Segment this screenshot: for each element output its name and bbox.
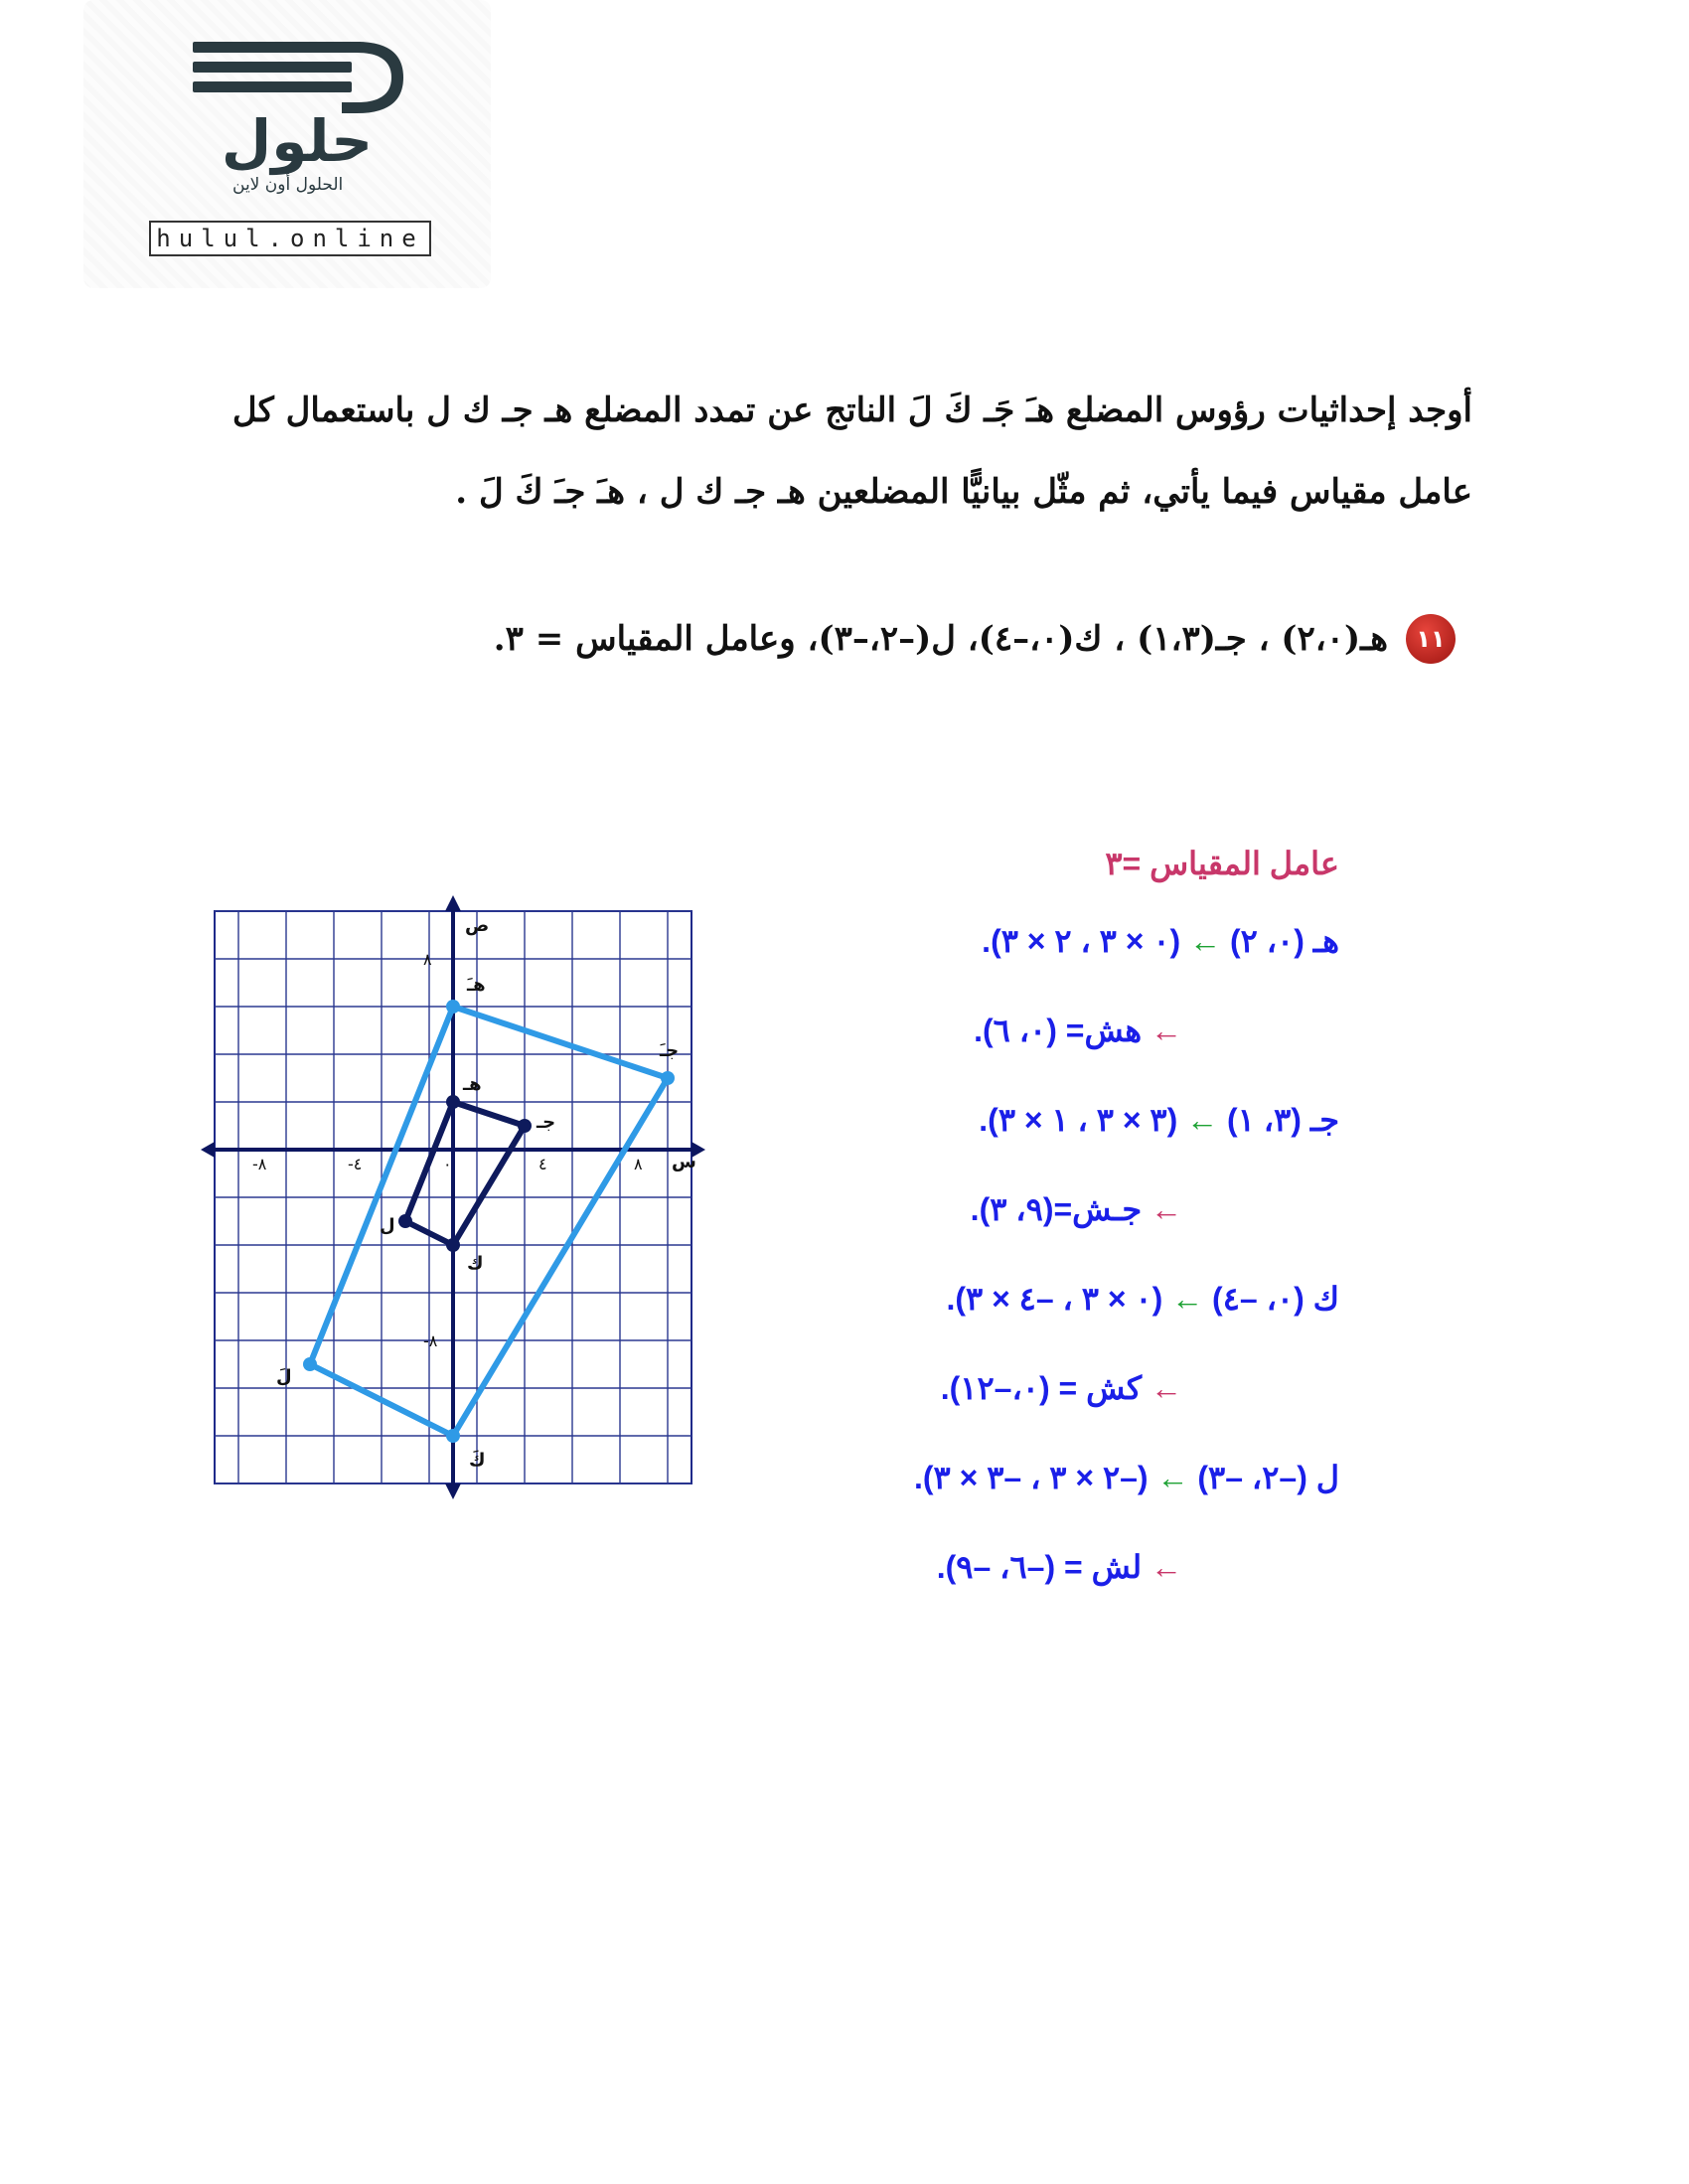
vertex-point <box>518 1119 532 1133</box>
arrow-icon: ← <box>1156 1460 1189 1495</box>
original-point: ل (–٢، –٣) <box>1197 1460 1339 1495</box>
vertex-label: هـَ <box>467 975 486 996</box>
problem-number-badge: ١١ <box>1406 614 1456 664</box>
vertex-label: لَ <box>276 1366 292 1387</box>
image-point: لش = (–٦، –٩). <box>936 1549 1143 1585</box>
vertex-point <box>398 1214 412 1228</box>
vertex-label: ك <box>467 1253 484 1274</box>
solution-line <box>914 1459 1339 1496</box>
arrow-icon: ← <box>1151 1370 1182 1406</box>
vertex-point <box>446 1238 460 1252</box>
original-point: جـ (٣، ١) <box>1227 1102 1339 1138</box>
coordinate-graph <box>215 909 696 1485</box>
vertex-point <box>661 1071 675 1085</box>
vertex-label: جـ <box>537 1112 556 1133</box>
vertex-label: كَ <box>469 1450 486 1471</box>
vertex-label: ل <box>380 1215 395 1236</box>
x-tick-label: ٠ <box>443 1155 452 1173</box>
solution-heading: عامل المقياس =٣ <box>1105 846 1339 881</box>
image-point: جـش=(٩، ٣). <box>970 1191 1143 1227</box>
dilation-expression: (٣ × ٣ ، ١ × ٣). <box>979 1102 1178 1138</box>
arrow-icon: ← <box>1151 1013 1182 1048</box>
arrow-icon: ← <box>1151 1191 1182 1227</box>
y-axis-label: ص <box>465 915 490 936</box>
arrow-icon: ← <box>1151 1549 1182 1585</box>
dilation-expression: (٠ × ٣ ، –٤ × ٣). <box>946 1281 1163 1317</box>
problem-text: هـ(٢،٠) ، جـ(١،٣) ، ك(٠،–٤)، ل(–٢،–٣)، وعامل المقياس = ٣. <box>493 619 1388 659</box>
y-axis-arrow-down-icon <box>445 1483 461 1499</box>
vertex-label: هـ <box>463 1074 482 1095</box>
solution-line <box>982 922 1339 960</box>
question-instruction: أوجد إحداثيات رؤوس المضلع هـَ جَـ كَ لَ الناتج عن تمدد المضلع هـ جـ ك ل باستعمال كل عامل مقياس فيما يأتي، ثم مثّل بيانيًّا المضلعين هـ جـ ك ل ، هـَ جـَ كَ لَ . <box>231 390 1472 512</box>
vertex-label: جـَ <box>660 1040 680 1061</box>
y-tick-label: ٨ <box>423 950 432 969</box>
vertex-point <box>446 1095 460 1109</box>
x-tick-label: -٨ <box>252 1155 267 1173</box>
arrow-icon: ← <box>1189 923 1222 959</box>
x-tick-label: -٤ <box>348 1155 363 1173</box>
dilation-expression: (–٢ × ٣ ، –٣ × ٣). <box>913 1460 1149 1495</box>
image-point: هش= (٠، ٦). <box>974 1013 1143 1048</box>
x-axis-label: س <box>672 1152 696 1172</box>
solution-line <box>946 1280 1339 1318</box>
solution-line <box>941 1369 1182 1407</box>
dilation-expression: (٠ × ٣ ، ٢ × ٣). <box>982 923 1181 959</box>
brand-logo <box>83 0 491 288</box>
y-axis-arrow-up-icon <box>445 895 461 911</box>
original-point: ك (٠، –٤) <box>1212 1281 1339 1317</box>
x-axis-arrow-left-icon <box>201 1142 215 1158</box>
arrow-icon: ← <box>1186 1102 1219 1138</box>
x-tick-label: ٨ <box>634 1155 643 1173</box>
x-tick-label: ٤ <box>538 1155 547 1173</box>
vertex-point <box>446 1429 460 1443</box>
original-point: هـ (٠، ٢) <box>1229 923 1339 959</box>
problem-statement <box>263 614 1456 664</box>
solution-line <box>937 1548 1182 1586</box>
arrow-icon: ← <box>1171 1281 1204 1317</box>
vertex-point <box>303 1357 317 1371</box>
book-stripes-icon <box>193 40 411 117</box>
image-point: كش = (٠،–١٢). <box>940 1370 1143 1406</box>
y-tick-label: -٨ <box>423 1331 438 1350</box>
solution-line <box>974 1012 1182 1049</box>
logo-tagline: الحلول أون لاين <box>232 175 344 195</box>
vertex-point <box>446 1000 460 1014</box>
solution-line <box>971 1190 1182 1228</box>
solution-line <box>979 1101 1339 1139</box>
logo-name: حلول <box>221 107 374 175</box>
logo-url: hulul.online <box>149 221 431 256</box>
